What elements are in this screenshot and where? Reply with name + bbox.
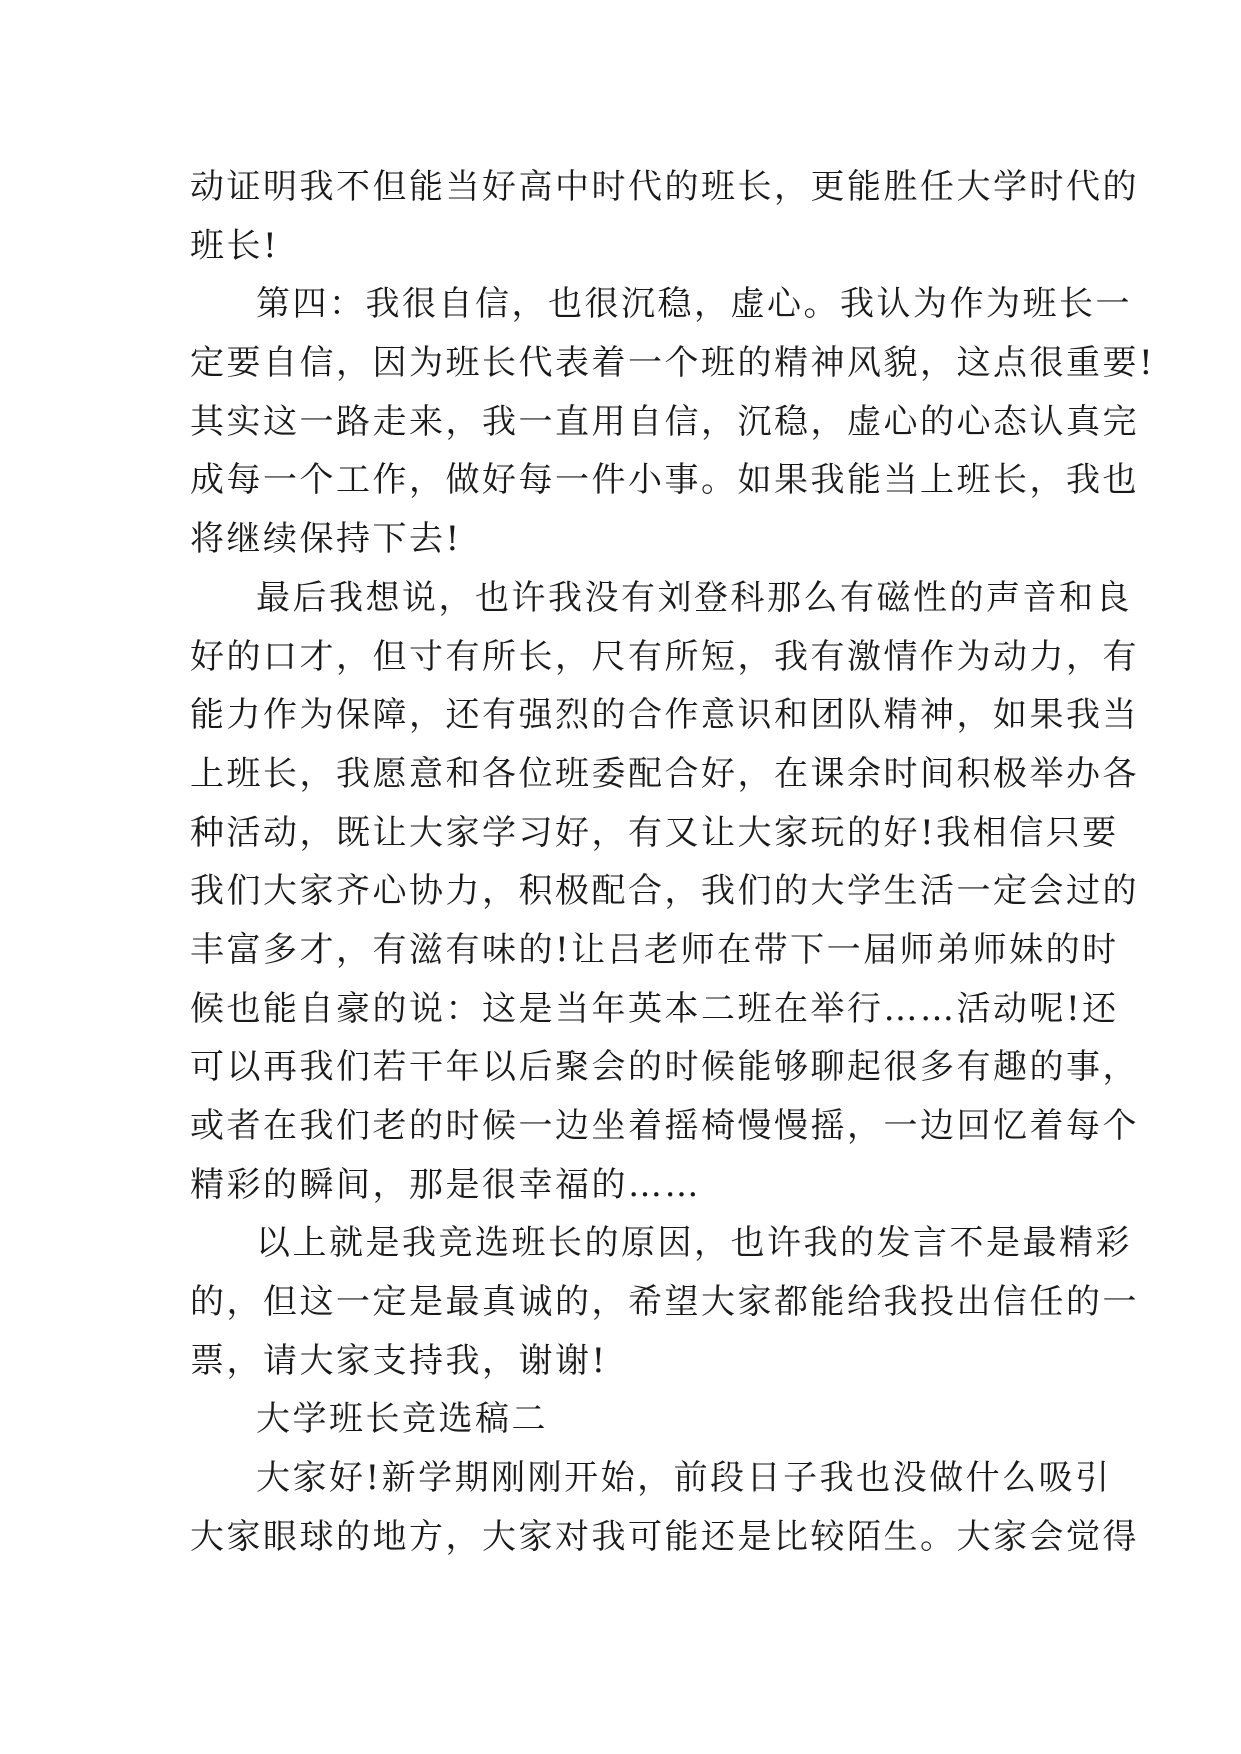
text-line: 的，但这一定是最真诚的，希望大家都能给我投出信任的一 — [190, 1282, 1139, 1323]
text-line: 能力作为保障，还有强烈的合作意识和团队精神，如果我当 — [190, 695, 1139, 736]
text-line: 第四：我很自信，也很沉稳，虚心。我认为作为班长一 — [256, 284, 1132, 325]
text-line: 种活动，既让大家学习好，有又让大家玩的好!我相信只要 — [190, 812, 1119, 853]
text-line: 好的口才，但寸有所长，尺有所短，我有激情作为动力，有 — [190, 636, 1139, 677]
text-line: 票，请大家支持我，谢谢! — [190, 1340, 608, 1381]
text-line: 班长! — [190, 225, 280, 266]
text-line: 丰富多才，有滋有味的!让吕老师在带下一届师弟师妹的时 — [190, 929, 1119, 970]
text-line: 大家眼球的地方，大家对我可能还是比较陌生。大家会觉得 — [190, 1516, 1139, 1557]
text-line: 大家好!新学期刚刚开始，前段日子我也没做什么吸引 — [256, 1458, 1112, 1499]
text-line: 我们大家齐心协力，积极配合，我们的大学生活一定会过的 — [190, 871, 1139, 912]
text-line: 大学班长竞选稿二 — [256, 1399, 548, 1440]
text-line: 可以再我们若干年以后聚会的时候能够聊起很多有趣的事， — [190, 1047, 1139, 1088]
text-line: 最后我想说，也许我没有刘登科那么有磁性的声音和良 — [256, 577, 1132, 618]
text-line: 定要自信，因为班长代表着一个班的精神风貌，这点很重要! — [190, 343, 1156, 384]
text-line: 以上就是我竞选班长的原因，也许我的发言不是最精彩 — [256, 1223, 1132, 1264]
body-text — [190, 158, 1156, 1567]
text-line: 精彩的瞬间，那是很幸福的…… — [190, 1164, 701, 1205]
text-line: 动证明我不但能当好高中时代的班长，更能胜任大学时代的 — [190, 167, 1139, 207]
text-line: 将继续保持下去! — [190, 519, 462, 560]
text-line: 成每一个工作，做好每一件小事。如果我能当上班长，我也 — [190, 460, 1139, 501]
text-line: 或者在我们老的时候一边坐着摇椅慢慢摇，一边回忆着每个 — [190, 1106, 1139, 1146]
text-line: 上班长，我愿意和各位班委配合好，在课余时间积极举办各 — [190, 753, 1139, 794]
text-line: 候也能自豪的说：这是当年英本二班在举行……活动呢!还 — [190, 988, 1119, 1029]
text-line: 其实这一路走来，我一直用自信，沉稳，虚心的心态认真完 — [190, 401, 1139, 442]
